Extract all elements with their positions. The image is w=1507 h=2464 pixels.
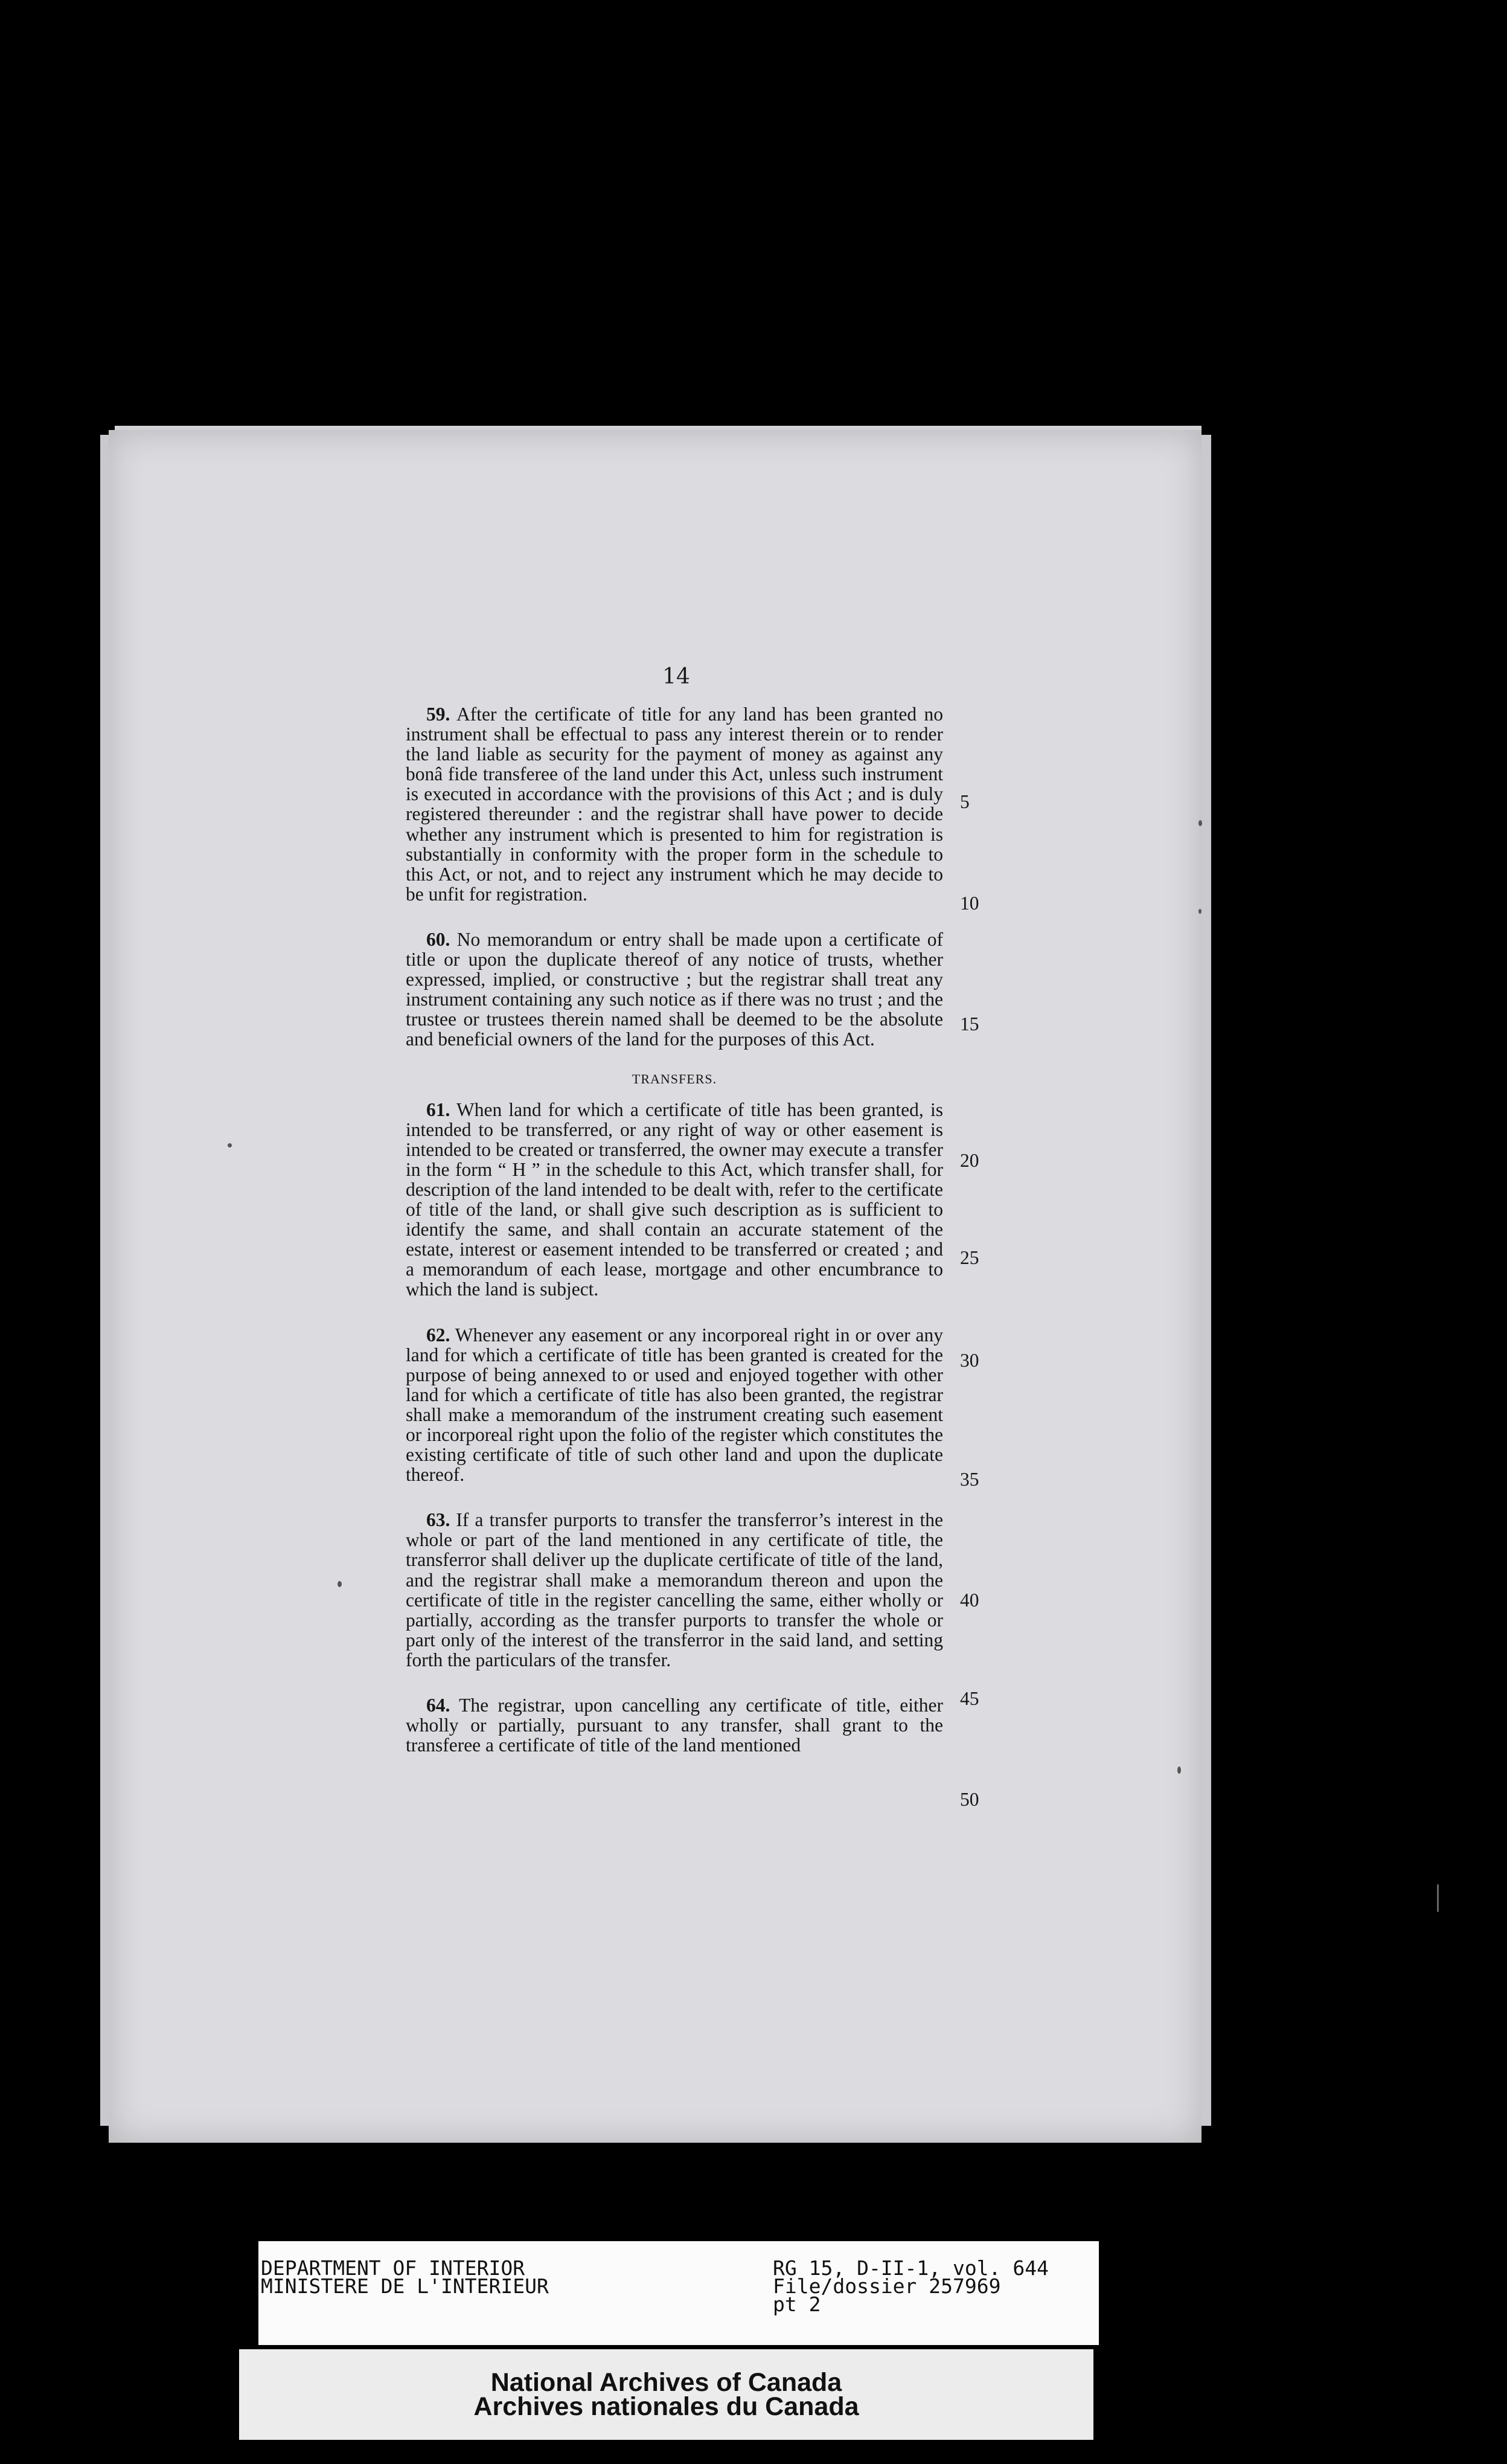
section-62 (406, 1325, 943, 1485)
archives-name-english: National Archives of Canada (490, 2368, 842, 2397)
archives-banner (239, 2349, 1093, 2440)
section-number: 63. (426, 1509, 450, 1531)
heading-transfers: TRANSFERS. (632, 1071, 717, 1086)
department-block (261, 2256, 549, 2298)
line-number: 5 (960, 791, 970, 812)
line-number: 10 (960, 893, 979, 914)
archive-reference-label (258, 2241, 1099, 2345)
file-reference-block (773, 2256, 1049, 2316)
section-number: 60. (426, 928, 450, 950)
section-63 (406, 1510, 943, 1670)
line-number: 45 (960, 1688, 979, 1709)
line-number: 20 (960, 1150, 979, 1171)
section-number: 64. (426, 1695, 450, 1716)
scan-speck (1437, 1884, 1439, 1912)
scan-speck (228, 1143, 232, 1147)
scan-speck (1198, 820, 1202, 826)
section-64 (406, 1695, 943, 1755)
section-text: When land for which a certificate of title has been granted, is intended to be transferred, or any right of way or other easement is intended to be created or transferred, the owner may execute a transfer in the form “ H ” in the schedule to this Act, which transfer shall, for description of the land intended to be dealt with, refer to the certificate of title of the land, or shall give such description as is sufficient to identify the same, and shall contain an accurate statement of the estate, interest or easement intended to be transferred or created ; and a memorandum of each lease, mortgage and other encumbrance to which the land is subject. (406, 1099, 943, 1300)
section-number: 62. (426, 1324, 450, 1346)
section-number: 59. (426, 704, 450, 725)
line-number: 30 (960, 1350, 979, 1371)
section-60 (406, 929, 943, 1050)
department-french: MINISTERE DE L'INTERIEUR (261, 2274, 549, 2298)
department-english: DEPARTMENT OF INTERIOR (261, 2256, 525, 2280)
scan-speck (1177, 1766, 1181, 1774)
line-number: 40 (960, 1590, 979, 1611)
section-61 (406, 1100, 943, 1300)
file-number: File/dossier 257969 (773, 2274, 1001, 2298)
line-number: 15 (960, 1013, 979, 1035)
page-number: 14 (662, 664, 690, 689)
section-text: The registrar, upon cancelling any certificate of title, either wholly or partially, pursuant to any transfer, shall grant to the transferee a certificate of title of the land mentioned (406, 1695, 943, 1756)
section-text: No memorandum or entry shall be made upon a certificate of title or upon the duplicate thereof of any notice of trusts, whether expressed, implied, or constructive ; but the registrar shall treat any instrument containing any such notice as if there was no trust ; and the trustee or trustees therein named shall be deemed to be the absolute and beneficial owners of the land for the purposes of this Act. (406, 928, 943, 1050)
archives-name-french: Archives nationales du Canada (473, 2392, 859, 2421)
line-number: 35 (960, 1469, 979, 1490)
scan-speck (1198, 909, 1201, 914)
section-text: After the certificate of title for any land has been granted no instrument shall be effectual to pass any interest therein or to render the land liable as security for the payment of money as against any bonâ fide transferee of the land under this Act, unless such instrument is executed in accordance with the provisions of this Act ; and is duly registered thereunder : and the registrar shall have power to decide whether any instrument which is presented to him for registration is substantially in conformity with the proper form in the schedule to this Act, or not, and to reject any instrument which he may decide to be unfit for registration. (406, 704, 943, 905)
section-59 (406, 704, 943, 904)
file-part: pt 2 (773, 2292, 821, 2316)
scan-speck (338, 1581, 342, 1587)
section-text: Whenever any easement or any incorporeal right in or over any land for which a certificate of title has been granted is created for the purpose of being annexed to or used and enjoyed together with other land for which a certificate of title has also been granted, the registrar shall make a memorandum of the instrument creating such easement or incorporeal right upon the folio of the register which constitutes the existing certificate of title of such other land and upon the duplicate thereof. (406, 1324, 943, 1486)
line-number: 50 (960, 1789, 979, 1810)
section-number: 61. (426, 1099, 450, 1120)
document-body (406, 704, 943, 1780)
record-group: RG 15, D-II-1, vol. 644 (773, 2256, 1049, 2280)
line-number: 25 (960, 1247, 979, 1268)
section-text: If a transfer purports to transfer the transferror’s interest in the whole or part of the land mentioned in any certificate of title, the transferror shall deliver up the duplicate certificate of title of the land, and the registrar shall make a memorandum thereon and upon the certificate of title in the register cancelling the same, either wholly or partially, according as the transfer purports to transfer the whole or part only of the interest of the transferror in the said land, and setting forth the particulars of the transfer. (406, 1509, 943, 1670)
